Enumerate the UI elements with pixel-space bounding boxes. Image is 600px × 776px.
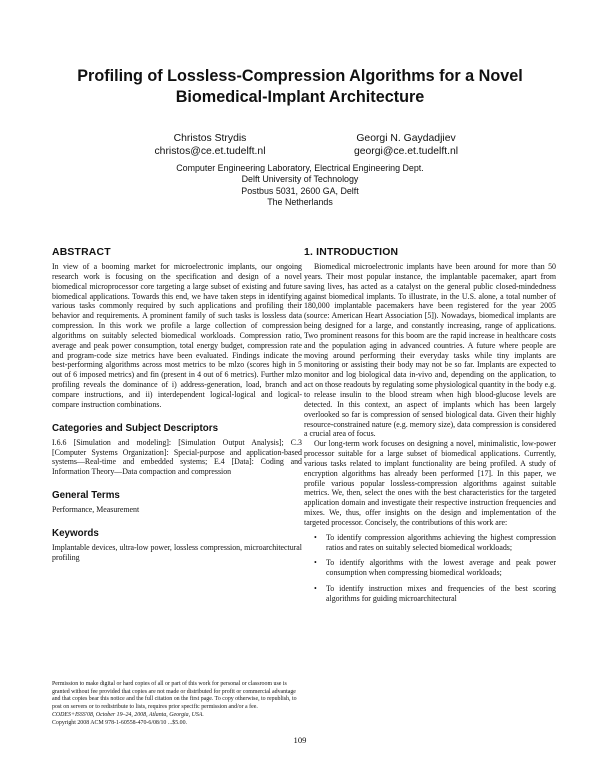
keywords-text: Implantable devices, ultra-low power, lossless compression, microarchitectural profiling — [52, 542, 302, 562]
author-1-name: Christos Strydis — [173, 133, 247, 144]
terms-heading: General Terms — [52, 490, 120, 502]
list-item — [304, 584, 556, 604]
title-line-2: Biomedical-Implant Architecture — [175, 88, 425, 106]
right-column — [304, 247, 556, 610]
bullet-icon: • — [314, 558, 317, 568]
affiliation-line-3: Postbus 5031, 2600 GA, Delft — [241, 185, 359, 196]
page-number: 109 — [293, 735, 307, 745]
intro-paragraph-2: Our long-term work focuses on designing a novel, minimalistic, low-power processor suitable for a large subset of biomedical applications. Currently, various tasks related to implant functionality are being profiled. A study of encryption algorithms has already been performed [17]. In this paper, we profile various popular lossless-compression algorithms against suitable metrics. We, then, select the ones with the best characteristics for the targeted application domain and investigate their respective instruction frequencies and mixes. We, thus, offer insights on the design and implementation of the targeted processor. Concisely, the contributions of this work are: — [304, 439, 556, 527]
keywords-section — [52, 528, 302, 563]
author-2-email: georgi@ce.et.tudelft.nl — [353, 145, 459, 157]
author-2-name: Georgi N. Gaydadjiev — [356, 133, 456, 144]
categories-heading: Categories and Subject Descriptors — [52, 422, 219, 434]
abstract-heading: ABSTRACT — [52, 247, 111, 258]
bullet-icon: • — [314, 532, 317, 542]
paper-title — [40, 66, 560, 108]
abstract-section — [52, 247, 302, 410]
keywords-heading: Keywords — [52, 527, 99, 539]
author-2 — [306, 133, 506, 158]
categories-section — [52, 423, 302, 477]
intro-paragraph-1: Biomedical microelectronic implants have been around for more than 50 years. Their most popular instance, the implantable pacemaker, apart from saving lives, has acted as a catalyst on the general public closed-mindedness against biomedical implants. To illustrate, in the U.S. alone, a total number of 180,000 implantable pacemakers have been registered for the year 2005 (source: American Heart Association [5]). Nowadays, biomedical implants are being designed for a large, and constantly increasing, range of applications. Two prominent reasons for this boom are the rapid increase in healthcare costs and the population aging in advanced countries. A future where people are moving around performing their everyday tasks while tiny implants are monitoring or assisting their body may not be so far. Implants are expected to monitor and log biological data in-vivo and, depending on the application, to act on those readouts by regulating some physiological quantity in the body e.g. to release insulin to the blood stream when high blood-glucose levels are detected. In this context, an aspect of implants which has been largely overlooked so far is compression of sensed biological data. Given their highly resource-constrained nature (e.g. memory size), data compression is considered a crucial area of focus. — [304, 262, 557, 439]
author-1-email: christos@ce.et.tudelft.nl — [154, 145, 266, 157]
list-item — [304, 558, 556, 578]
abstract-text: In view of a booming market for microelectronic implants, our ongoing research work is focusing on the specification and design of a novel biomedical microprocessor core targeting a large subset of existing and future biomedical applications. Towards this end, we have taken steps in identifying various tasks commonly required by such applications and profiling their behavior and requirements. A prominent family of such tasks is lossless data compression. In this work we profile a large collection of compression algorithms on suitably selected biomedical workloads. Compression ratio, average and peak power consumption, total energy budget, compression rate and program-code size metrics have been evaluated. Findings indicate the best-performing algorithms across most metrics to be mlzo (scores high in 5 out of 6 imposed metrics) and fin (present in 4 out of 6 metrics). Further mlzo profiling reveals the dominance of i) address-generation, load, branch and compare instructions, and ii) interdependent logical-logical and logical-compare instruction combinations. — [52, 262, 302, 409]
affiliation-line-4: The Netherlands — [267, 196, 333, 207]
terms-text: Performance, Measurement — [52, 505, 140, 515]
list-item — [304, 533, 556, 553]
copyright-text: Copyright 2008 ACM 978-1-60558-470-6/08/10 ...$5.00. — [52, 719, 187, 726]
title-line-1: Profiling of Lossless-Compression Algorithms for a Novel — [77, 67, 523, 85]
venue-text: CODES+ISSS'08, October 19–24, 2008, Atlanta, Georgia, USA. — [52, 711, 204, 718]
affiliation-line-1: Computer Engineering Laboratory, Electrical Engineering Dept. — [176, 163, 424, 173]
left-column — [52, 247, 302, 576]
permission-notice — [52, 681, 300, 727]
intro-heading: 1. INTRODUCTION — [304, 247, 399, 258]
permission-text: Permission to make digital or hard copies of all or part of this work for personal or classroom use is granted without fee provided that copies are not made or distributed for profit or commercial advantage and that copies bear this notice and the full citation on the first page. To copy otherwise, to republish, to post on servers or to redistribute to lists, requires prior specific permission and/or a fee. — [52, 681, 297, 711]
author-1 — [110, 133, 310, 158]
contribution-2: To identify algorithms with the lowest average and peak power consumption when compressing biomedical workloads; — [326, 558, 556, 578]
categories-text: I.6.6 [Simulation and modeling]: [Simulation Output Analysis]; C.3 [Computer Systems Organization]: Special-purpose and application-based systems—Real-time and embedded systems; E.4 [Data]: Coding and Information Theory—Data compaction and compression — [52, 437, 302, 477]
terms-section — [52, 490, 302, 515]
affiliation-line-2: Delft University of Technology — [241, 174, 359, 185]
contribution-3: To identify instruction mixes and frequencies of the best scoring algorithms for guiding microarchitectural — [326, 584, 556, 603]
contribution-list — [304, 533, 556, 604]
bullet-icon: • — [314, 584, 317, 594]
contribution-1: To identify compression algorithms achieving the highest compression ratios and rates on suitably selected biomedical workloads; — [326, 532, 556, 552]
affiliation — [150, 163, 450, 208]
